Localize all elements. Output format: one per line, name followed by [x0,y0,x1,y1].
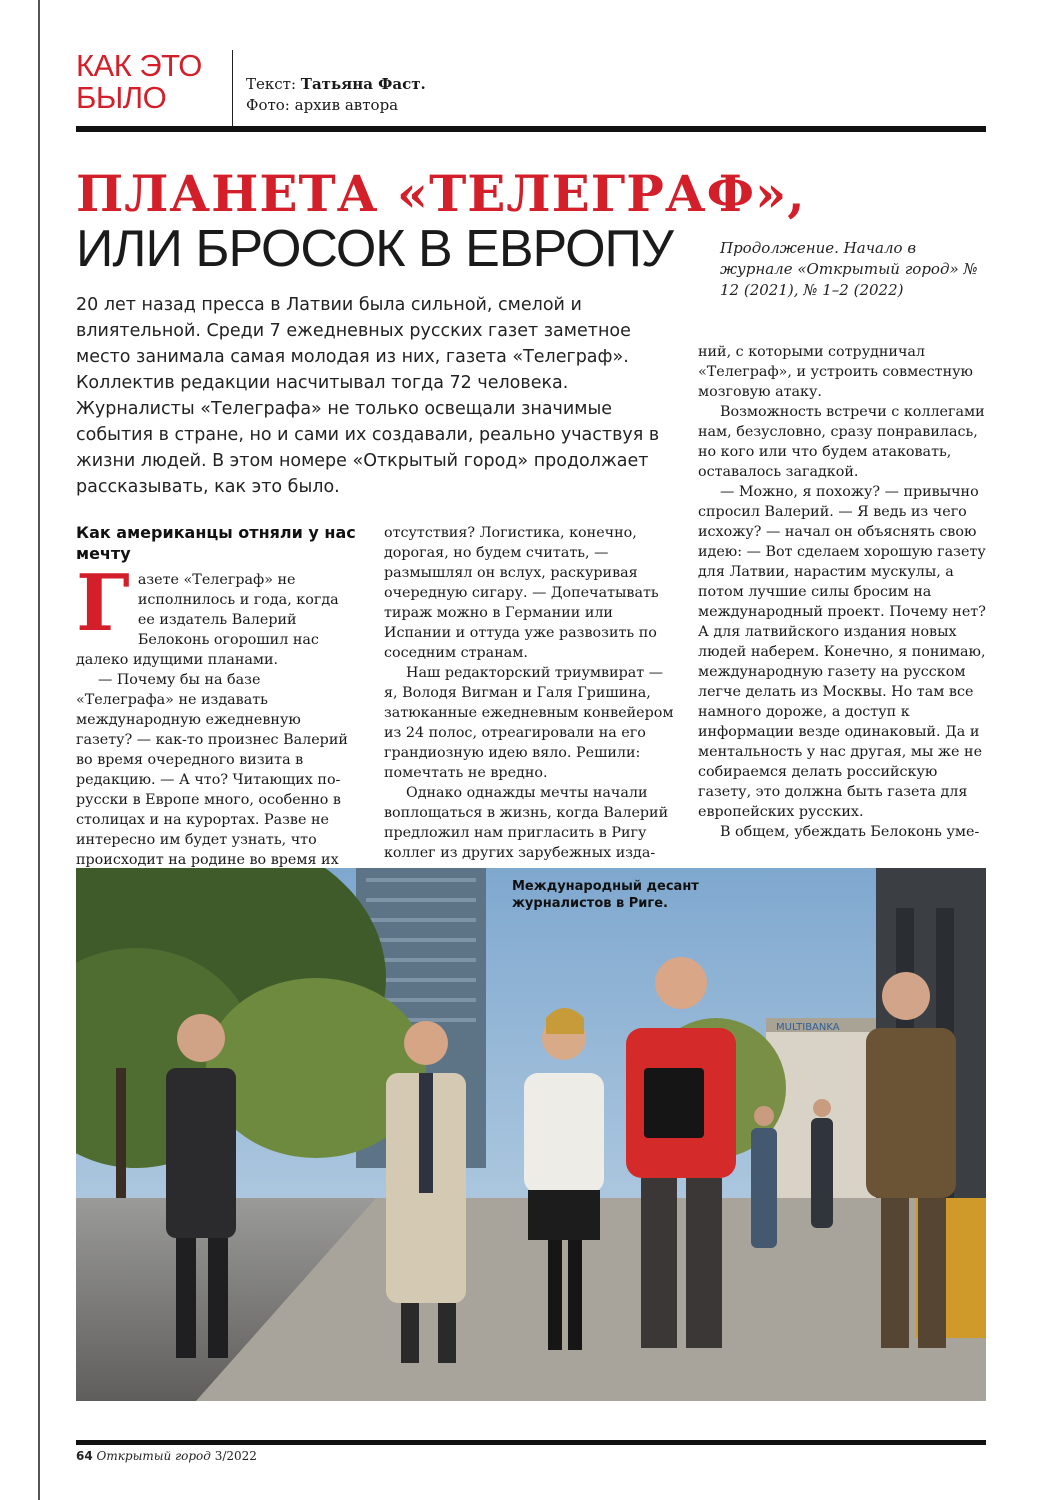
paragraph: Однако однажды мечты начали воплощаться в жизнь, когда Валерий предложил нам пригласить в Ригу коллег из других зарубежных изда- [384,785,669,861]
continuation-note: Продолжение. Начало в журнале «Открытый город» № 12 (2021), № 1–2 (2022) [720,239,978,299]
page-edge-rule [38,0,40,1500]
section-rubric: КАК ЭТО БЫЛО [76,48,202,115]
building-sign: MULTIBANKA [776,1022,840,1033]
paragraph: ний, с которыми сотрудничал «Телеграф», и устроить совместную мозговую атаку. [698,344,973,400]
issue-number: 3/2022 [214,1449,257,1463]
photo-caption: Международный десант журналистов в Риге. [512,879,699,911]
body-column-2 [384,523,674,863]
author-name: Татьяна Фаст. [300,75,426,93]
section-subhead: Как американцы отняли у нас мечту [76,523,356,563]
footer-rule [76,1440,986,1445]
paragraph [76,558,358,670]
photo-credit: Фото: архив автора [246,96,399,114]
photo-illustration [76,868,986,1401]
paragraph-text: азете «Телеграф» не исполнилось и года, когда ее издатель Валерий Белоконь огорошил нас далеко идущими планами. [76,572,339,668]
page-footer [76,1448,257,1464]
article-photo [76,868,986,1401]
paragraph: отсутствия? Логистика, конечно, дорогая, но будем считать, — размышлял он вслух, раскуривая очередную сигару. — Допечатывать тираж можно в Германии или Испании и оттуда уже развозить по соседним странам. [384,525,659,661]
paragraph: — Почему бы на базе «Телеграфа» не издавать международную ежедневную газету? — как-то произнес Валерий во время очередного визита в редакцию. — А что? Читающих по-русски в Европе много, особенно в столицах и на курортах. Разве не интересно им будет узнать, что происходит на родине во время их [76,672,348,868]
text-label: Текст: [246,75,297,93]
paragraph: — Можно, я похожу? — привычно спросил Валерий. — Я ведь из чего исхожу? — начал он объяснять свою идею: — Вот сделаем хорошую газету для Латвии, нарастим мускулы, а потом лучшие силы бросим на международный проект. Почему нет? А для латвийского издания новых людей наберем. Конечно, я понимаю, международную газету на русском легче делать из Москвы. Но там все намного дороже, а доступ к информации везде одинаковый. Да и ментальность у нас другая, мы же не собираемся делать российскую газету, это должна быть газета для европейских русских. [698,484,986,820]
paragraph: В общем, убеждать Белоконь уме- [720,824,980,840]
paragraph: Наш редакторский триумвират — я, Володя Вигман и Галя Гришина, затюканные ежедневным конвейером из 24 полос, отреагировали на его грандиозную идею вяло. Решили: помечтать не вредно. [384,665,674,781]
lead-paragraph: 20 лет назад пресса в Латвии была сильной, смелой и влиятельной. Среди 7 ежедневных русских газет заметное место занимала самая молодая из них, газета «Телеграф». Коллектив редакции насчитывал тогда 72 человека. Журналисты «Телеграфа» не только освещали значимые события в стране, но и сами их создавали, реально участвуя в жизни людей. В этом номере «Открытый город» продолжает рассказывать, как это было. [76,295,660,497]
title-line-2: ИЛИ БРОСОК В ЕВРОПУ [76,220,673,278]
magazine-name: Открытый город [96,1449,211,1463]
page-number: 64 [76,1449,93,1463]
drop-cap: Г [76,558,130,649]
paragraph: Возможность встречи с коллегами нам, безусловно, сразу понравилась, но кого или что будем атаковать, оставалось загадкой. [698,404,985,480]
author-line [246,74,426,95]
title-line-1: ПЛАНЕТА «ТЕЛЕГРАФ», [76,164,806,223]
credits [246,74,426,116]
header-separator [232,50,233,126]
header-rule [76,126,986,132]
body-column-3 [698,342,988,842]
body-column-1 [76,558,358,870]
